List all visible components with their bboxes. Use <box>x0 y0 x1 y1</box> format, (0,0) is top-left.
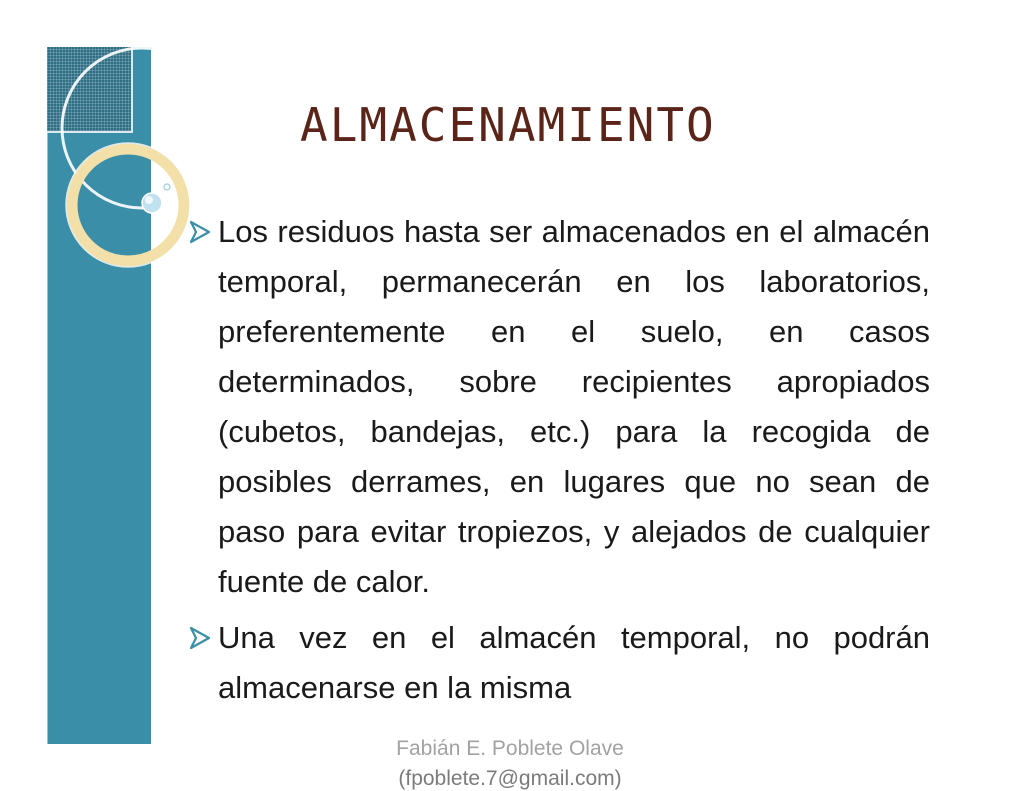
footer-author: Fabián E. Poblete Olave <box>396 737 624 760</box>
bullet-item <box>188 207 930 607</box>
slide-footer <box>360 734 660 791</box>
footer-email: (fpoblete.7@gmail.com) <box>398 767 622 790</box>
bullet-text: Los residuos hasta ser almacenados en el almacén temporal, permanecerán en los laboratorios, preferentemente en el suelo, en casos determinados, sobre recipientes apropiados (cubetos, bandejas, etc.) para la recogida de posibles derrames, en lugares que no sean de paso para evitar tropiezos, y alejados de cualquier fuente de calor. <box>218 214 930 599</box>
slide-title: ALMACENAMIENTO <box>300 98 716 152</box>
arrowhead-bullet-icon <box>188 625 212 651</box>
arrowhead-bullet-icon <box>188 219 212 245</box>
slide-content <box>188 207 930 719</box>
bullet-text: Una vez en el almacén temporal, no podrán almacenarse en la misma <box>218 620 930 705</box>
bullet-item <box>188 613 930 713</box>
